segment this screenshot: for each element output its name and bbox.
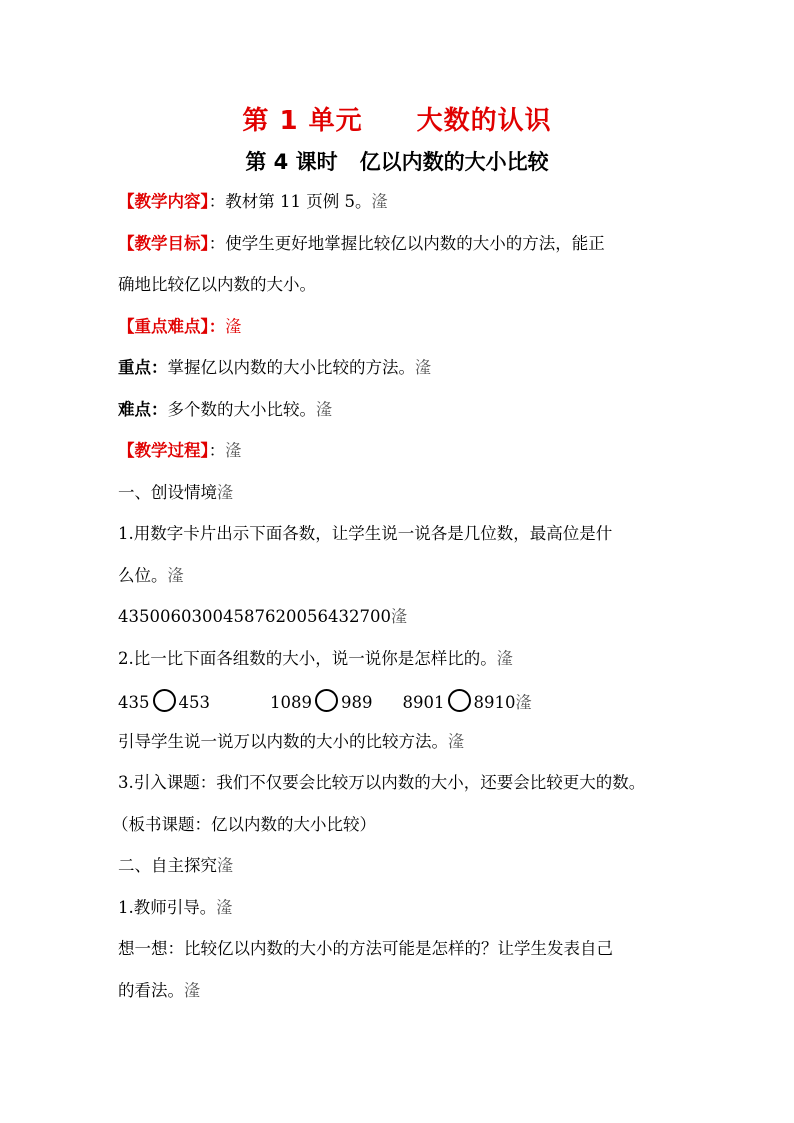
difficulty xyxy=(118,399,688,421)
paragraph-mark: 湰 xyxy=(217,483,234,502)
item-four-text: 1.教师引导。 xyxy=(118,898,217,917)
teaching-goals xyxy=(118,233,688,255)
item-three xyxy=(118,772,688,794)
teaching-goals-label: 【教学目标】 xyxy=(118,234,209,253)
unit-name: 大数的认识 xyxy=(416,106,552,136)
lesson-name: 亿以内数的大小比较 xyxy=(359,150,549,174)
guide xyxy=(118,731,688,753)
item-three-text2: （板书课题：亿以内数的大小比较） xyxy=(112,815,376,834)
lesson-number: 第 4 课时 xyxy=(245,150,338,174)
paragraph-mark: 湰 xyxy=(496,649,514,668)
number-cards-text: 43500603004587620056432700 xyxy=(118,607,391,626)
teaching-goals-cont xyxy=(118,274,688,296)
guide-text: 引导学生说一说万以内数的大小的比较方法。 xyxy=(118,732,448,751)
item-one-text: 1.用数字卡片出示下面各数，让学生说一说各是几位数，最高位是什 xyxy=(118,524,613,543)
think-text: 想一想：比较亿以内数的大小的方法可能是怎样的？让学生发表自己 xyxy=(118,939,613,958)
teaching-content-text: ：教材第 11 页例 5。 xyxy=(208,192,372,211)
circle-blank xyxy=(153,689,176,712)
item-four xyxy=(118,897,688,919)
difficulty-text: 多个数的大小比较。 xyxy=(167,400,316,419)
item-one xyxy=(118,523,688,545)
paragraph-mark: 湰 xyxy=(448,732,465,751)
compare-left: 8901 xyxy=(402,693,445,712)
lesson-title xyxy=(0,146,794,176)
section-two xyxy=(118,855,688,877)
item-three-text: 3.引入课题：我们不仅要会比较万以内数的大小，还要会比较更大的数。 xyxy=(118,773,646,792)
paragraph-mark: 湰 xyxy=(184,981,201,1000)
number-cards xyxy=(118,606,688,628)
paragraph-mark: 湰 xyxy=(225,317,242,336)
focus-text: 掌握亿以内数的大小比较的方法。 xyxy=(167,358,415,377)
circle-blank xyxy=(315,689,338,712)
focus xyxy=(118,357,688,379)
unit-number: 第 1 单元 xyxy=(242,106,363,136)
teaching-content xyxy=(118,191,688,213)
key-points-label: 【重点难点】 xyxy=(118,317,209,336)
teaching-process xyxy=(118,440,688,462)
paragraph-mark: 湰 xyxy=(225,441,242,460)
paragraph-mark: 湰 xyxy=(515,693,532,712)
section-one xyxy=(118,482,688,504)
compare-left: 435 xyxy=(118,693,150,712)
item-one-cont xyxy=(118,565,688,587)
paragraph-mark: 湰 xyxy=(217,856,234,875)
teaching-goals-text: ：使学生更好地掌握比较亿以内数的大小的方法，能正 xyxy=(208,234,605,253)
unit-title xyxy=(0,100,794,137)
teaching-content-label: 【教学内容】 xyxy=(118,192,209,211)
section-one-text: 一、创设情境 xyxy=(118,483,217,502)
teaching-process-sep: ： xyxy=(208,441,226,460)
paragraph-mark: 湰 xyxy=(390,607,408,626)
compare-right: 8910 xyxy=(473,693,516,712)
paragraph-mark: 湰 xyxy=(371,192,388,211)
teaching-process-label: 【教学过程】 xyxy=(118,441,209,460)
paragraph-mark: 湰 xyxy=(316,400,333,419)
compare-right: 989 xyxy=(341,693,373,712)
paragraph-mark: 湰 xyxy=(167,566,184,585)
item-three-cont xyxy=(112,814,682,836)
circle-blank xyxy=(448,689,471,712)
paragraph-mark: 湰 xyxy=(216,898,233,917)
section-two-text: 二、自主探究 xyxy=(118,856,217,875)
item-one-text2: 么位。 xyxy=(118,566,168,585)
think-cont xyxy=(118,980,688,1002)
key-points-sep: ： xyxy=(208,317,226,336)
item-two-text: 2.比一比下面各组数的大小，说一说你是怎样比的。 xyxy=(118,649,497,668)
think xyxy=(118,938,688,960)
teaching-goals-text2: 确地比较亿以内数的大小。 xyxy=(118,275,316,294)
think-text2: 的看法。 xyxy=(118,981,184,1000)
difficulty-label: 难点： xyxy=(118,400,168,419)
compare-left: 1089 xyxy=(270,693,312,712)
key-points xyxy=(118,316,688,338)
compare-right: 453 xyxy=(178,693,210,712)
item-two xyxy=(118,648,688,670)
comparison-row xyxy=(118,689,688,714)
focus-label: 重点： xyxy=(118,358,168,377)
paragraph-mark: 湰 xyxy=(415,358,432,377)
